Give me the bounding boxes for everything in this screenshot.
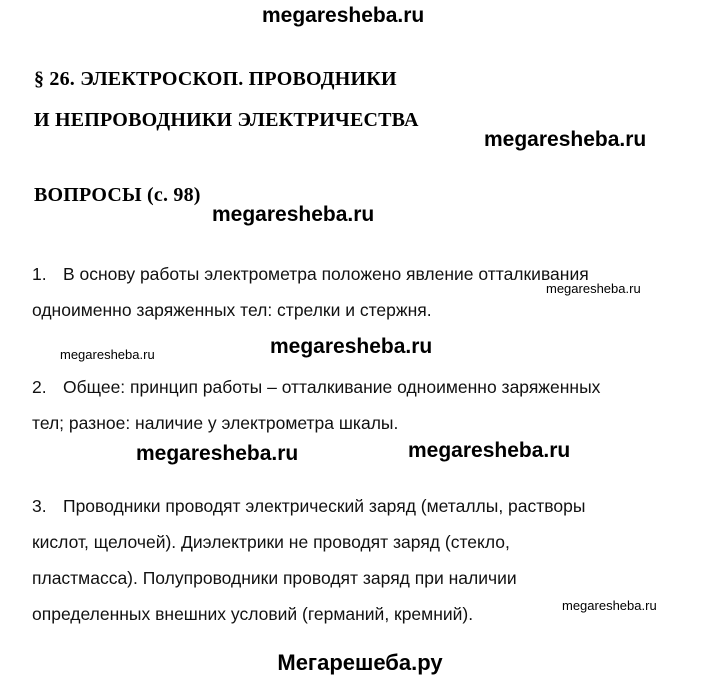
answer-2-line-1: 2. Общее: принцип работы – отталкивание одноименно заряженных bbox=[32, 369, 600, 405]
answer-2-line-2: тел; разное: наличие у электрометра шкалы. bbox=[32, 413, 399, 433]
answer-1-number: 1. bbox=[32, 264, 47, 284]
answer-2-number: 2. bbox=[32, 377, 47, 397]
watermark-1: megaresheba.ru bbox=[484, 128, 647, 151]
questions-heading: ВОПРОСЫ (с. 98) bbox=[34, 184, 201, 206]
watermark-3: megaresheba.ru bbox=[270, 335, 433, 358]
answer-1-line-2: одноименно заряженных тел: стрелки и стержня. bbox=[32, 300, 432, 320]
answer-1-line-1: 1. В основу работы электрометра положено явление отталкивания bbox=[32, 256, 589, 292]
answer-3-number: 3. bbox=[32, 496, 47, 516]
section-title-line2: И НЕПРОВОДНИКИ ЭЛЕКТРИЧЕСТВА bbox=[34, 109, 419, 131]
watermark-small-1: megaresheba.ru bbox=[546, 281, 641, 296]
answer-3-line-2: кислот, щелочей). Диэлектрики не проводят заряд (стекло, bbox=[32, 532, 510, 552]
answer-3 bbox=[32, 488, 585, 632]
watermark-5: megaresheba.ru bbox=[408, 439, 571, 462]
answer-3-line-4: определенных внешних условий (германий, кремний). bbox=[32, 604, 474, 624]
answer-1 bbox=[32, 256, 589, 328]
answer-2 bbox=[32, 369, 600, 441]
watermark-top: megaresheba.ru bbox=[262, 4, 425, 27]
watermark-4: megaresheba.ru bbox=[136, 442, 299, 465]
answer-3-line-1: 3. Проводники проводят электрический заряд (металлы, растворы bbox=[32, 488, 585, 524]
watermark-2: megaresheba.ru bbox=[212, 203, 375, 226]
section-title-line1: § 26. ЭЛЕКТРОСКОП. ПРОВОДНИКИ bbox=[34, 68, 397, 90]
watermark-small-3: megaresheba.ru bbox=[562, 598, 657, 613]
footer-watermark: Мегарешеба.ру bbox=[277, 650, 443, 675]
watermark-small-2: megaresheba.ru bbox=[60, 347, 155, 362]
answer-3-line-3: пластмасса). Полупроводники проводят заряд при наличии bbox=[32, 568, 517, 588]
